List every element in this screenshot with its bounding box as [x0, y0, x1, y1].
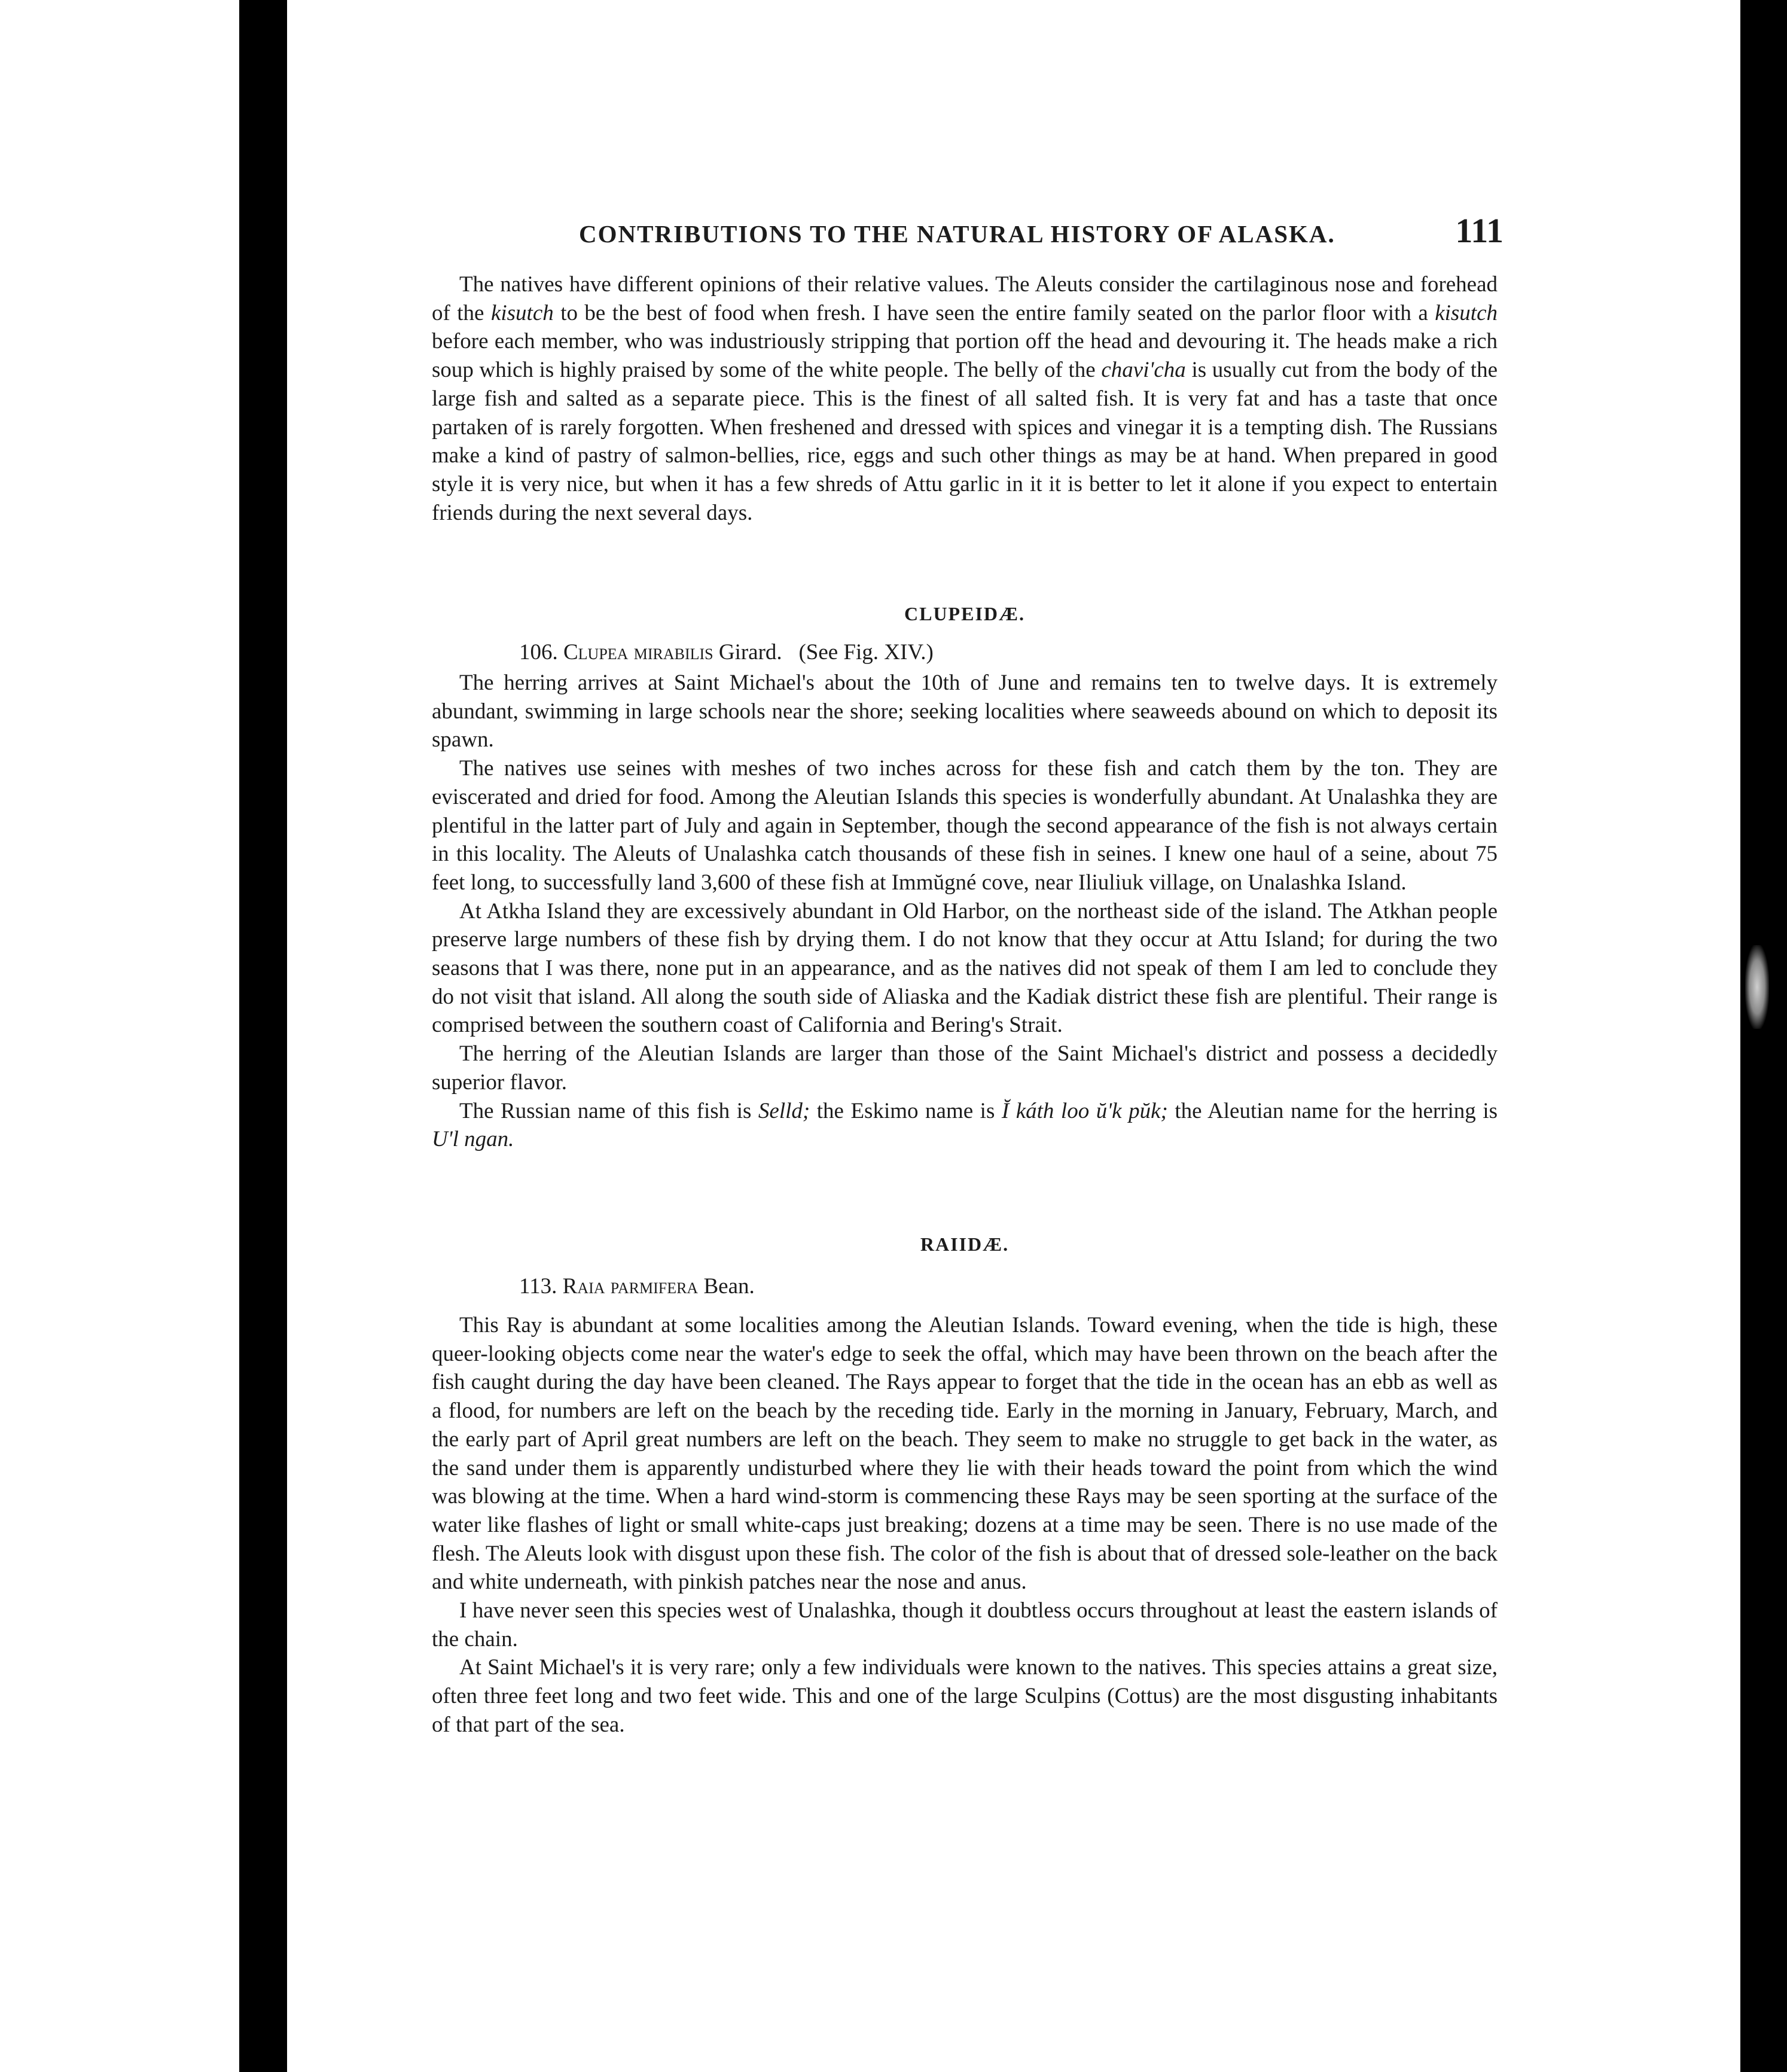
paragraph-relative-values	[432, 270, 1498, 527]
paragraph-ray-range: I have never seen this species west of Unalashka, though it doubtless occurs throughout at least the eastern islands of the chain.	[432, 1598, 1498, 1651]
paragraph-herring-seines: The natives use seines with meshes of two inches across for these fish and catch them by the ton. They are eviscerated and dried for food. Among the Aleutian Islands this species is wonderfully abundant. At Unalashka they are plentiful in the latter part of July and again in September, though the second appearance of the fish is not always certain in this locality. The Aleuts of Unalashka catch thousands of these fish in seines. I knew one haul of a seine, about 75 feet long, to successfully land 3,600 of these fish at Immŭgné cove, near Iliuliuk village, on Unalashka Island.	[432, 756, 1498, 895]
species-number: 106.	[519, 640, 558, 665]
paragraph-herring-atkha: At Atkha Island they are excessively abundant in Old Harbor, on the northeast side of the island. The Atkhan people preserve large numbers of these fish by drying them. I do not know that they occur at Attu Island; for during the two seasons that I was there, none put in an appearance, and as the natives did not speak of them I am led to conclude they do not visit that island. All along the south side of Aliaska and the Kadiak district these fish are plentiful. Their range is comprised between the southern coast of California and Bering's Strait.	[432, 898, 1498, 1038]
italic-term-chavicha: chavi'cha	[1101, 358, 1186, 383]
species-heading-clupea	[432, 639, 1498, 665]
species-name: Clupea mirabilis	[563, 640, 713, 665]
scan-blemish	[1745, 945, 1769, 1029]
text-span: the Eskimo name is	[810, 1098, 1002, 1123]
book-spine-shadow	[239, 0, 287, 2072]
italic-term-kisutch: kisutch	[490, 300, 554, 325]
species-name: Raia parmifera	[562, 1274, 699, 1299]
text-span: The Russian name of this fish is	[459, 1098, 758, 1123]
raiidae-section	[432, 1233, 1498, 1739]
text-span: the Aleutian name for the herring is	[1167, 1098, 1498, 1123]
paragraph-herring-arrival: The herring arrives at Saint Michael's about the 10th of June and remains ten to twelve days. It is extremely abundant, swimming in large schools near the shore; seeking localities where seaweeds abound on which to deposit its spawn.	[432, 671, 1498, 752]
text-span: to be the best of food when fresh. I have seen the entire family seated on the parlor floor with a	[553, 300, 1435, 325]
running-title: CONTRIBUTIONS TO THE NATURAL HISTORY OF ALASKA.	[579, 220, 1335, 248]
paragraph-ray-saint-michaels: At Saint Michael's it is very rare; only a few individuals were known to the natives. This species attains a great size, often three feet long and two feet wide. This and one of the large Sculpins (Cottus) are the most disgusting inhabitants of that part of the sea.	[432, 1655, 1498, 1737]
clupeidae-section	[432, 603, 1498, 1154]
species-number: 113.	[519, 1274, 557, 1299]
family-heading-raiidae: RAIIDÆ.	[920, 1233, 1010, 1255]
italic-term-kisutch: kisutch	[1435, 300, 1498, 325]
paragraph-herring-size: The herring of the Aleutian Islands are larger than those of the Saint Michael's district and possess a decidedly superior flavor.	[432, 1041, 1498, 1095]
species-author: Girard.	[718, 640, 782, 665]
figure-reference: (See Fig. XIV.)	[798, 640, 934, 665]
species-author: Bean.	[703, 1274, 755, 1299]
running-header	[579, 211, 1504, 252]
text-span: is usually cut from the body of the large fish and salted as a separate piece. This is the finest of all salted fish. It is very fat and has a taste that once partaken of is rarely forgotten. When freshened and dressed with spices and vinegar it is a tempting dish. The Russians make a kind of pastry of salmon-bellies, rice, eggs and such other things as may be at hand. When prepared in good style it is very nice, but when it has a few shreds of Attu garlic in it it is better to let it alone if you expect to entertain friends during the next several days.	[432, 358, 1498, 525]
italic-aleutian-name: U'l ngan.	[432, 1127, 514, 1152]
family-heading-clupeidae: CLUPEIDÆ.	[904, 603, 1025, 624]
italic-eskimo-name: Ĭ káth loo ŭ'k pŭk;	[1001, 1098, 1168, 1123]
right-page-edge	[1740, 0, 1787, 2072]
species-heading-raia	[432, 1273, 1498, 1299]
page-number: 111	[1455, 211, 1504, 250]
paragraph-ray-habits: This Ray is abundant at some localities among the Aleutian Islands. Toward evening, when the tide is high, these queer-looking objects come near the water's edge to seek the offal, which may have been thrown on the beach after the fish caught during the day have been cleaned. The Rays appear to forget that the tide in the ocean has an ebb as well as a flood, for numbers are left on the beach by the receding tide. Early in the morning in January, February, March, and the early part of April great numbers are left on the beach. They seem to make no struggle to get back in the water, as the sand under them is apparently undisturbed where they lie with their heads toward the point from which the wind was blowing at the time. When a hard wind-storm is commencing these Rays may be seen sporting at the surface of the water like flashes of light or small white-caps just breaking; dozens at a time may be seen. There is no use made of the flesh. The Aleuts look with disgust upon these fish. The color of the fish is about that of dressed sole-leather on the back and white underneath, with pinkish patches near the nose and anus.	[432, 1313, 1498, 1595]
paragraph-herring-names	[432, 1097, 1498, 1154]
intro-section	[432, 270, 1498, 527]
italic-russian-name: Selld;	[758, 1098, 810, 1123]
text-span: The natives have different opinions of their relative values. The Aleuts consider the cartilaginous nose and forehead of the	[432, 272, 1498, 325]
left-margin	[0, 0, 239, 2072]
text-span: before each member, who was industriously stripping that portion off the head and devouring it. The heads make a rich soup which is highly praised by some of the white people. The belly of the	[432, 329, 1498, 383]
